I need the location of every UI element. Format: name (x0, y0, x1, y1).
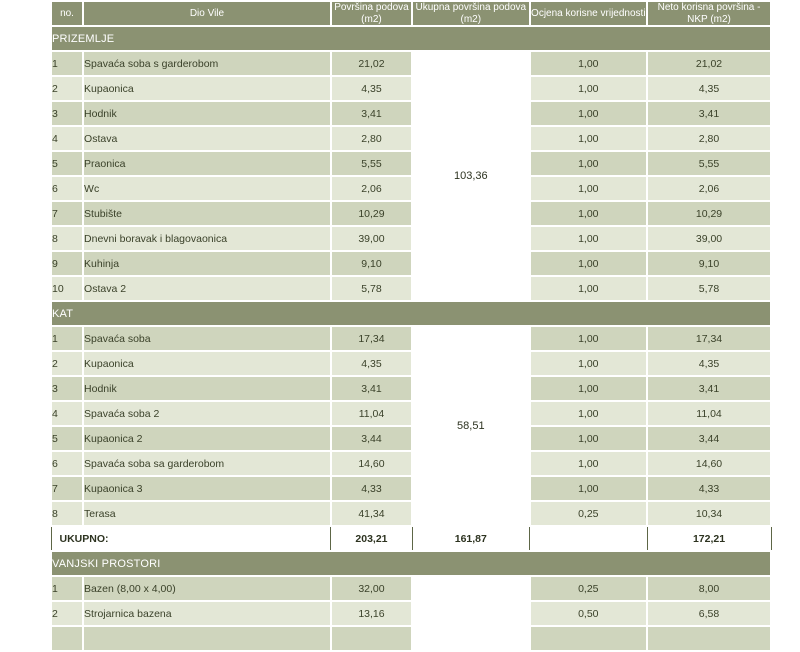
row-net-area: 17,34 (647, 326, 771, 351)
table-row (51, 76, 771, 101)
row-floor-area: 9,10 (331, 251, 412, 276)
row-rating: 1,00 (530, 401, 648, 426)
row-name: Strojarnica bazena (83, 601, 331, 626)
row-name: Hodnik (83, 101, 331, 126)
row-name: Ostava (83, 126, 331, 151)
row-floor-area: 5,78 (331, 276, 412, 301)
merged-total-cut (412, 626, 530, 651)
table-body (51, 26, 771, 651)
row-rating: 1,00 (530, 201, 648, 226)
header-floor-area: Površina podova (m2) (331, 1, 412, 26)
row-floor-area: 10,29 (331, 201, 412, 226)
row-floor-area: 13,16 (331, 601, 412, 626)
merged-total-kat: 58,51 (412, 326, 530, 526)
merged-total-vanjski (412, 576, 530, 601)
header-rating: Ocjena korisne vrijednosti (530, 1, 648, 26)
total-net-area: 172,21 (647, 526, 771, 551)
row-number: 4 (51, 126, 83, 151)
row-net-area: 2,80 (647, 126, 771, 151)
row-floor-area: 5,55 (331, 151, 412, 176)
row-net-area: 5,78 (647, 276, 771, 301)
total-row (51, 526, 771, 551)
table-row (51, 201, 771, 226)
row-name: Bazen (8,00 x 4,00) (83, 576, 331, 601)
row-net-area: 5,55 (647, 151, 771, 176)
row-rating: 1,00 (530, 76, 648, 101)
row-name: Kupaonica 2 (83, 426, 331, 451)
row-net-area: 10,34 (647, 501, 771, 526)
row-name: Kupaonica 3 (83, 476, 331, 501)
table-row (51, 426, 771, 451)
row-net-area: 6,58 (647, 601, 771, 626)
table-row (51, 576, 771, 601)
row-floor-area: 4,35 (331, 76, 412, 101)
row-net-area: 4,35 (647, 76, 771, 101)
row-rating: 0,25 (530, 576, 648, 601)
total-total-area: 161,87 (412, 526, 530, 551)
table-row (51, 376, 771, 401)
row-net-area: 14,60 (647, 451, 771, 476)
table-row (51, 51, 771, 76)
row-floor-area: 3,41 (331, 101, 412, 126)
header-row (51, 1, 771, 26)
table-row (51, 126, 771, 151)
row-name: Dnevni boravak i blagovaonica (83, 226, 331, 251)
row-name: Spavaća soba s garderobom (83, 51, 331, 76)
row-number: 7 (51, 476, 83, 501)
table-row (51, 151, 771, 176)
section-title-kat: KAT (51, 301, 771, 326)
row-rating: 1,00 (530, 151, 648, 176)
row-rating: 0,25 (530, 501, 648, 526)
header-name: Dio Vile (83, 1, 331, 26)
row-name: Ostava 2 (83, 276, 331, 301)
row-name: Kupaonica (83, 76, 331, 101)
row-net-area: 8,00 (647, 576, 771, 601)
row-net-area: 21,02 (647, 51, 771, 76)
header-net-area: Neto korisna površina - NKP (m2) (647, 1, 771, 26)
table-row-cut-off (51, 626, 771, 651)
table-row (51, 176, 771, 201)
header-no: no. (51, 1, 83, 26)
row-floor-area (331, 626, 412, 651)
row-floor-area: 17,34 (331, 326, 412, 351)
row-number: 8 (51, 226, 83, 251)
row-rating: 1,00 (530, 126, 648, 151)
row-net-area: 2,06 (647, 176, 771, 201)
row-rating: 1,00 (530, 451, 648, 476)
row-number: 2 (51, 76, 83, 101)
row-name: Praonica (83, 151, 331, 176)
row-floor-area: 3,41 (331, 376, 412, 401)
section-header-row (51, 301, 771, 326)
table-row (51, 476, 771, 501)
row-rating: 0,50 (530, 601, 648, 626)
section-header-row (51, 26, 771, 51)
row-number: 4 (51, 401, 83, 426)
table-row (51, 251, 771, 276)
row-name: Terasa (83, 501, 331, 526)
table-row (51, 351, 771, 376)
row-number: 5 (51, 426, 83, 451)
total-floor-area: 203,21 (331, 526, 412, 551)
row-rating: 1,00 (530, 101, 648, 126)
row-number: 7 (51, 201, 83, 226)
section-title-prizemlje: PRIZEMLJE (51, 26, 771, 51)
row-floor-area: 41,34 (331, 501, 412, 526)
table-header (51, 1, 771, 26)
row-name (83, 626, 331, 651)
row-rating (530, 626, 648, 651)
row-number: 8 (51, 501, 83, 526)
row-floor-area: 3,44 (331, 426, 412, 451)
merged-total-prizemlje: 103,36 (412, 51, 530, 301)
row-name: Wc (83, 176, 331, 201)
row-floor-area: 21,02 (331, 51, 412, 76)
row-net-area: 4,35 (647, 351, 771, 376)
row-name: Kuhinja (83, 251, 331, 276)
table-row (51, 101, 771, 126)
row-net-area: 39,00 (647, 226, 771, 251)
row-net-area: 9,10 (647, 251, 771, 276)
row-floor-area: 2,80 (331, 126, 412, 151)
row-number: 10 (51, 276, 83, 301)
row-number: 1 (51, 576, 83, 601)
table-row (51, 326, 771, 351)
row-number: 2 (51, 601, 83, 626)
total-rating-empty (530, 526, 648, 551)
row-floor-area: 39,00 (331, 226, 412, 251)
row-name: Kupaonica (83, 351, 331, 376)
total-label: UKUPNO: (51, 526, 331, 551)
row-floor-area: 4,33 (331, 476, 412, 501)
row-number: 6 (51, 176, 83, 201)
table-row (51, 401, 771, 426)
row-net-area (647, 626, 771, 651)
table-row (51, 276, 771, 301)
area-table (50, 0, 772, 652)
row-number: 2 (51, 351, 83, 376)
row-number: 3 (51, 101, 83, 126)
row-rating: 1,00 (530, 476, 648, 501)
row-number: 1 (51, 51, 83, 76)
row-number: 5 (51, 151, 83, 176)
header-total-floor-area: Ukupna površina podova (m2) (412, 1, 530, 26)
row-name: Spavaća soba 2 (83, 401, 331, 426)
row-number: 3 (51, 376, 83, 401)
row-name: Spavaća soba (83, 326, 331, 351)
row-rating: 1,00 (530, 226, 648, 251)
table-row (51, 501, 771, 526)
row-net-area: 3,41 (647, 101, 771, 126)
merged-total-vanjski-2 (412, 601, 530, 626)
row-floor-area: 4,35 (331, 351, 412, 376)
row-net-area: 10,29 (647, 201, 771, 226)
table-row (51, 601, 771, 626)
row-number (51, 626, 83, 651)
row-name: Spavaća soba sa garderobom (83, 451, 331, 476)
row-rating: 1,00 (530, 326, 648, 351)
row-floor-area: 2,06 (331, 176, 412, 201)
row-floor-area: 14,60 (331, 451, 412, 476)
row-rating: 1,00 (530, 51, 648, 76)
row-number: 9 (51, 251, 83, 276)
row-rating: 1,00 (530, 376, 648, 401)
row-rating: 1,00 (530, 426, 648, 451)
row-floor-area: 32,00 (331, 576, 412, 601)
section-header-row (51, 551, 771, 576)
row-rating: 1,00 (530, 251, 648, 276)
row-net-area: 3,41 (647, 376, 771, 401)
row-name: Hodnik (83, 376, 331, 401)
section-title-vanjski-prostori: VANJSKI PROSTORI (51, 551, 771, 576)
row-floor-area: 11,04 (331, 401, 412, 426)
row-number: 1 (51, 326, 83, 351)
table-row (51, 226, 771, 251)
table-row (51, 451, 771, 476)
row-rating: 1,00 (530, 351, 648, 376)
row-net-area: 4,33 (647, 476, 771, 501)
row-number: 6 (51, 451, 83, 476)
row-net-area: 11,04 (647, 401, 771, 426)
row-rating: 1,00 (530, 276, 648, 301)
row-net-area: 3,44 (647, 426, 771, 451)
row-rating: 1,00 (530, 176, 648, 201)
row-name: Stubište (83, 201, 331, 226)
